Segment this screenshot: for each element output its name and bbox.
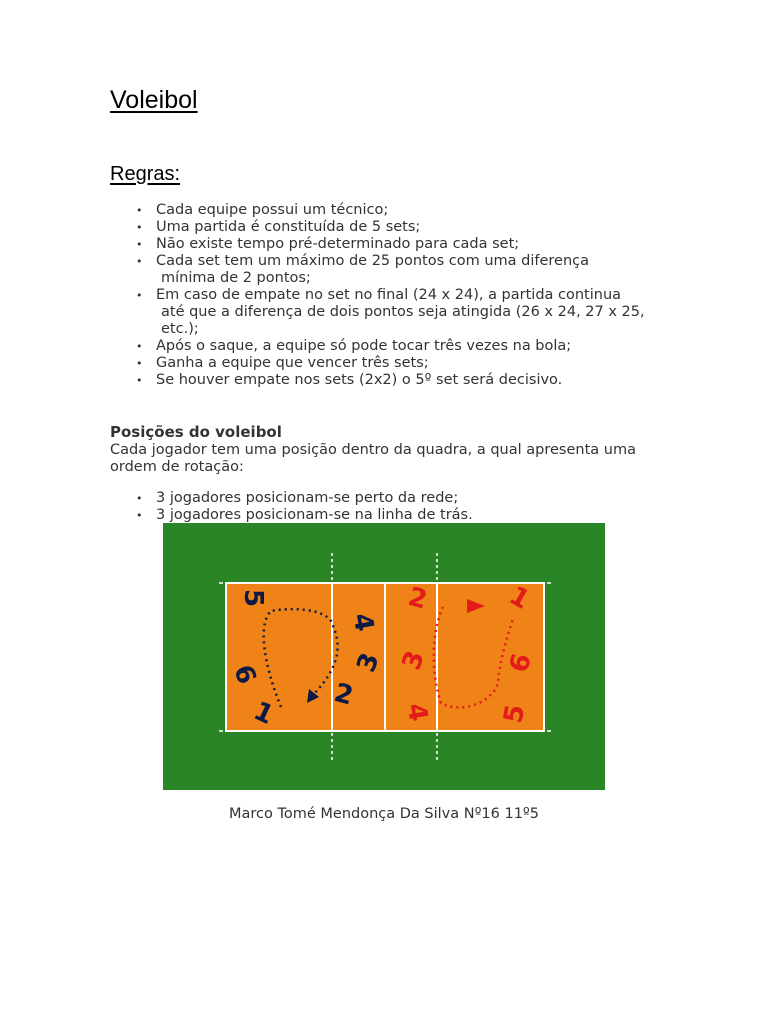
list-item: • Uma partida é constituída de 5 sets; [110, 219, 670, 236]
volleyball-court-diagram [163, 523, 605, 790]
list-item: • Em caso de empate no set no final (24 x 24), a partida continua até que a diferença de dois pontos seja atingida (26 x 24, 27 x 25, etc.); [110, 287, 670, 338]
positions-intro: Cada jogador tem uma posição dentro da quadra, a qual apresenta uma ordem de rotação: [110, 442, 636, 475]
right-player-3: 3 [396, 646, 432, 675]
list-item: • Após o saque, a equipe só pode tocar três vezes na bola; [110, 338, 670, 355]
right-player-4: 4 [400, 700, 434, 724]
right-player-5: 5 [498, 702, 532, 726]
left-player-5: 5 [238, 589, 268, 608]
positions-heading: Posições do voleibol [110, 423, 282, 441]
list-item: • Ganha a equipe que vencer três sets; [110, 355, 670, 372]
positions-list [110, 490, 670, 524]
left-player-4: 4 [346, 610, 380, 634]
list-item: • 3 jogadores posicionam-se perto da rede; [110, 490, 670, 507]
left-player-1: 1 [248, 696, 279, 731]
author-caption: Marco Tomé Mendonça Da Silva Nº16 11º5 [228, 806, 539, 822]
left-player-3: 3 [351, 648, 386, 677]
right-player-2: 2 [404, 581, 431, 616]
list-item: • Se houver empate nos sets (2x2) o 5º set será decisivo. [110, 372, 670, 389]
list-item: • 3 jogadores posicionam-se na linha de trás. [110, 507, 670, 524]
right-player-1: 1 [503, 580, 535, 616]
document-title: Voleibol [110, 86, 198, 114]
left-player-6: 6 [227, 661, 262, 689]
list-item: • Cada equipe possui um técnico; [110, 202, 670, 219]
rules-heading: Regras: [110, 163, 181, 185]
rules-list [110, 202, 670, 389]
list-item: • Cada set tem um máximo de 25 pontos com uma diferença mínima de 2 pontos; [110, 253, 670, 287]
right-player-6: 6 [504, 650, 538, 676]
list-item: • Não existe tempo pré-determinado para cada set; [110, 236, 670, 253]
left-player-2: 2 [330, 677, 357, 712]
